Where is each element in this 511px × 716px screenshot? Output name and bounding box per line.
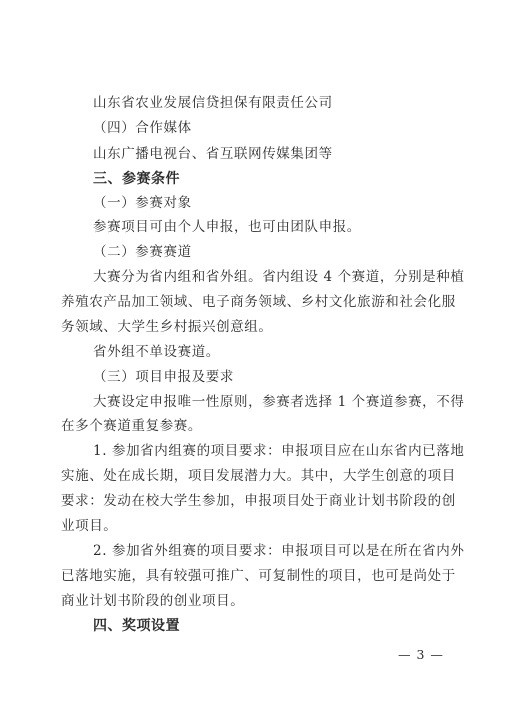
text-line: 山东广播电视台、省互联网传媒集团等	[93, 146, 333, 162]
text-line: 2. 参加省外组赛的项目要求：申报项目可以是在所在省内外	[93, 543, 465, 559]
text-line: 要求：发动在校大学生参加，申报项目处于商业计划书阶段的创	[61, 493, 456, 509]
text-line: 商业计划书阶段的创业项目。	[61, 593, 245, 609]
text-line: 大赛分为省内组和省外组。省内组设 4 个赛道，分别是种植	[93, 269, 465, 285]
section-heading: （四）合作媒体	[93, 120, 192, 136]
text-line: 省外组不单设赛道。	[93, 344, 220, 360]
section-heading: （三）项目申报及要求	[93, 369, 234, 385]
text-line: 养殖农产品加工领域、电子商务领域、乡村文化旅游和社会化服	[61, 294, 456, 310]
text-line: 1. 参加省内组赛的项目要求：申报项目应在山东省内已落地	[93, 443, 465, 459]
text-line: 参赛项目可由个人申报，也可由团队申报。	[93, 219, 361, 235]
section-heading: （二）参赛赛道	[93, 244, 192, 260]
text-line: 大赛设定申报唯一性原则，参赛者选择 1 个赛道参赛，不得	[93, 394, 465, 410]
section-heading: （一）参赛对象	[93, 195, 192, 211]
chapter-heading: 四、奖项设置	[93, 618, 180, 634]
text-line: 已落地实施，具有较强可推广、可复制性的项目，也可是尚处于	[61, 568, 456, 584]
text-line: 在多个赛道重复参赛。	[61, 418, 202, 434]
chapter-heading: 三、参赛条件	[93, 171, 180, 187]
page-number: — 3 —	[398, 647, 444, 662]
text-line: 业项目。	[61, 518, 118, 534]
text-line: 山东省农业发展信贷担保有限责任公司	[93, 95, 333, 111]
text-line: 实施、处在成长期，项目发展潜力大。其中，大学生创意的项目	[61, 468, 456, 484]
text-line: 务领域、大学生乡村振兴创意组。	[61, 319, 273, 335]
